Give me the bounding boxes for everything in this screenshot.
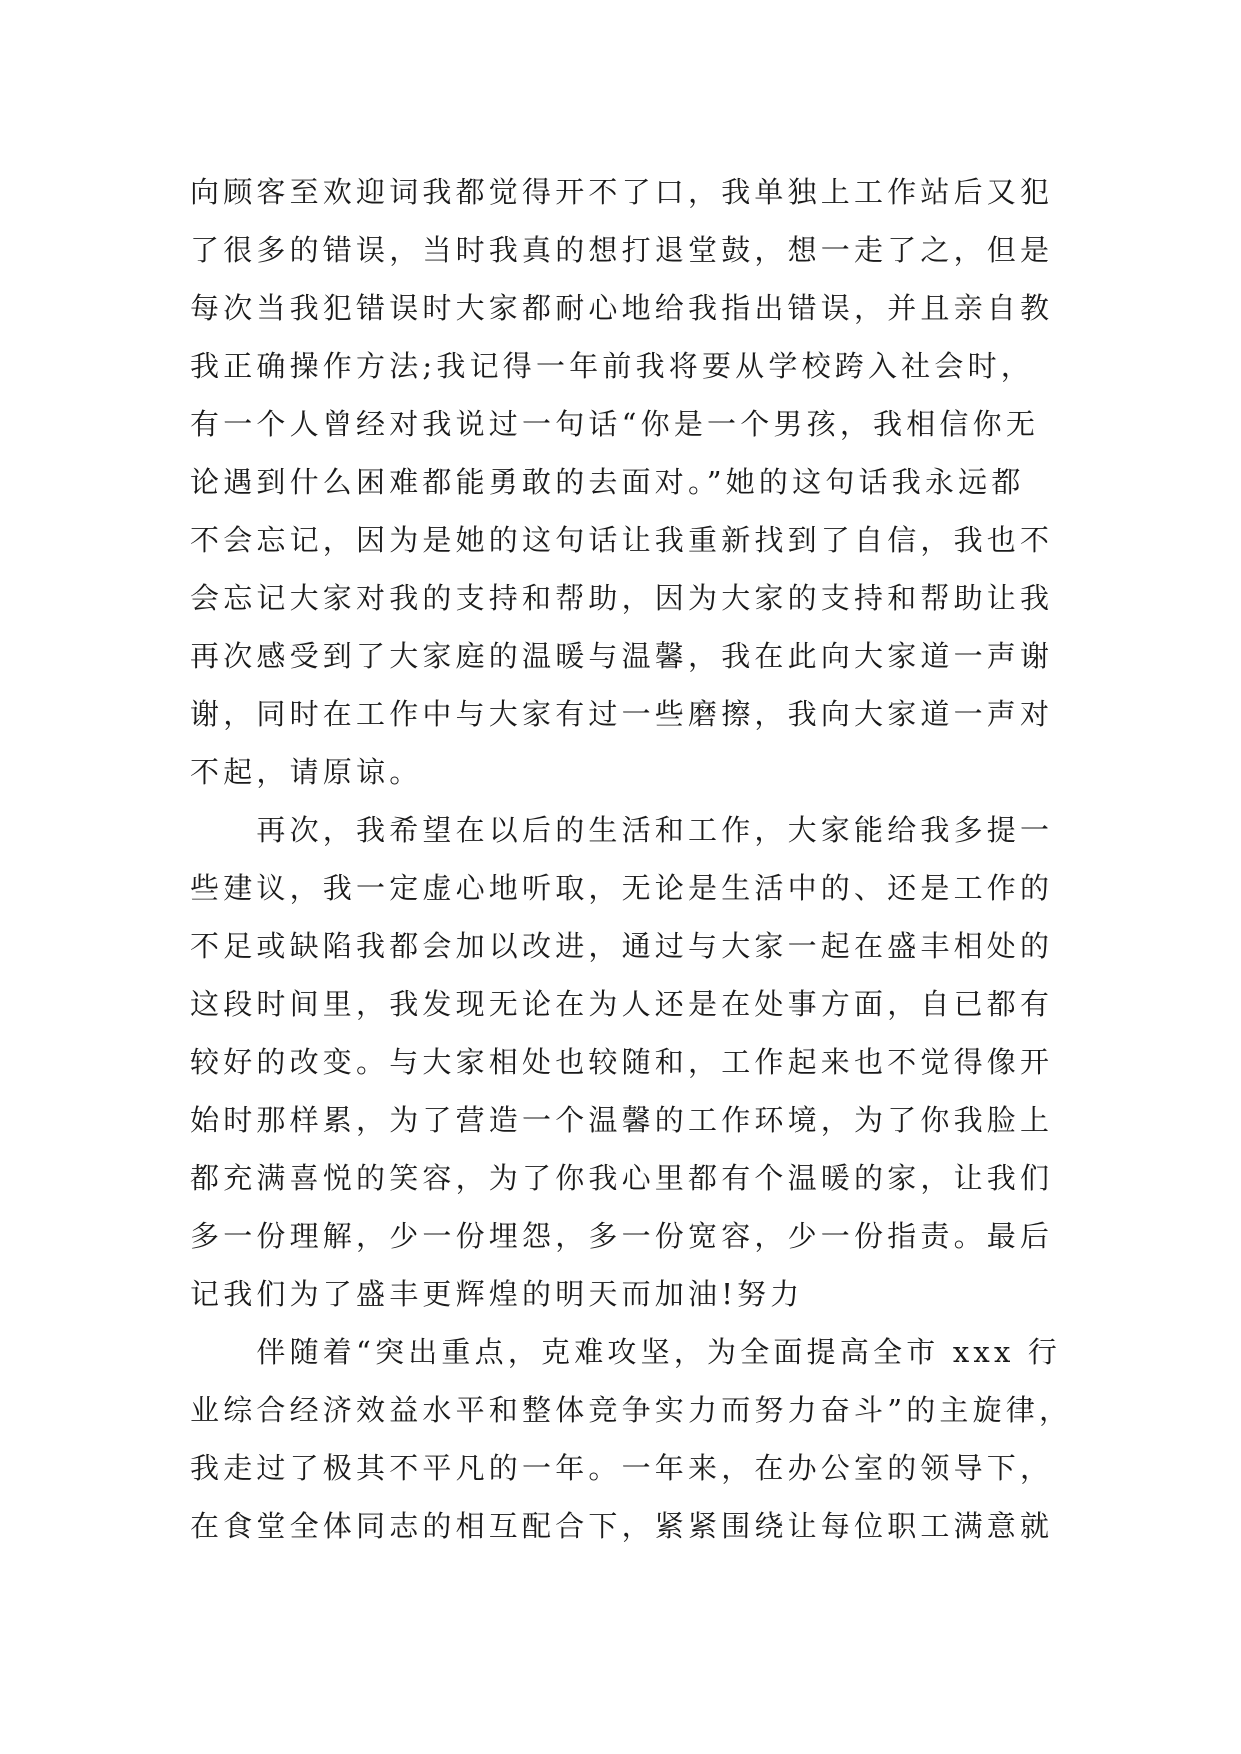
text-line: 伴随着“突出重点，克难攻坚，为全面提高全市 xxx 行 [190,1335,1062,1369]
text-line: 较好的改变。与大家相处也较随和，工作起来也不觉得像开 [190,1045,1054,1079]
text-line: 在食堂全体同志的相互配合下，紧紧围绕让每位职工满意就 [190,1509,1054,1543]
text-line: 有一个人曾经对我说过一句话“你是一个男孩，我相信你无 [190,407,1040,441]
text-line: 向顾客至欢迎词我都觉得开不了口，我单独上工作站后又犯 [190,175,1054,209]
text-line: 了很多的错误，当时我真的想打退堂鼓，想一走了之，但是 [190,233,1054,267]
text-line: 这段时间里，我发现无论在为人还是在处事方面，自已都有 [190,987,1054,1021]
text-line: 谢，同时在工作中与大家有过一些磨擦，我向大家道一声对 [190,697,1054,731]
text-line: 不会忘记，因为是她的这句话让我重新找到了自信，我也不 [190,523,1054,557]
text-line: 每次当我犯错误时大家都耐心地给我指出错误，并且亲自教 [190,291,1054,325]
document-body [190,163,1073,1555]
text-line: 些建议，我一定虚心地听取，无论是生活中的、还是工作的 [190,871,1054,905]
text-line: 业综合经济效益水平和整体竞争实力而努力奋斗”的主旋律， [190,1393,1073,1427]
text-line: 多一份理解，少一份埋怨，多一份宽容，少一份指责。最后 [190,1219,1054,1253]
text-line: 再次感受到了大家庭的温暖与温馨，我在此向大家道一声谢 [190,639,1054,673]
text-line: 论遇到什么困难都能勇敢的去面对。”她的这句话我永远都 [190,465,1025,499]
text-line: 都充满喜悦的笑容，为了你我心里都有个温暖的家，让我们 [190,1161,1054,1195]
text-line: 再次，我希望在以后的生活和工作，大家能给我多提一 [190,813,1054,847]
text-line: 不起，请原谅。 [190,755,423,789]
text-line: 会忘记大家对我的支持和帮助，因为大家的支持和帮助让我 [190,581,1054,615]
text-line: 记我们为了盛丰更辉煌的明天而加油!努力 [190,1277,804,1311]
text-line: 始时那样累，为了营造一个温馨的工作环境，为了你我脸上 [190,1103,1054,1137]
text-line: 我正确操作方法;我记得一年前我将要从学校跨入社会时， [190,349,1034,383]
text-line: 不足或缺陷我都会加以改进，通过与大家一起在盛丰相处的 [190,929,1054,963]
text-line: 我走过了极其不平凡的一年。一年来，在办公室的领导下， [190,1451,1054,1485]
